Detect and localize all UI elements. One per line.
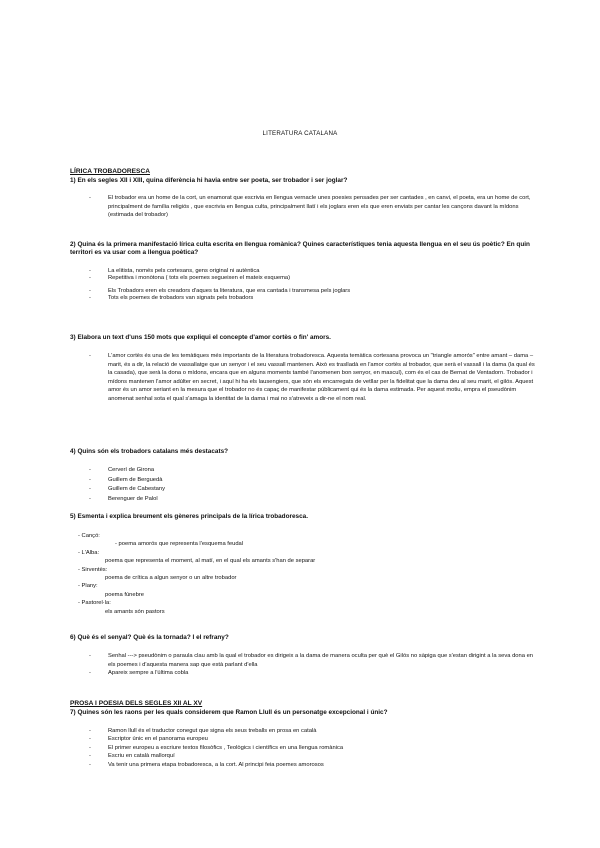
bullet-dash: -	[89, 195, 91, 201]
genre-term: - Pastorel·la:	[78, 600, 111, 607]
list-item: - Repetitiva i monòtona ( tots els poemes segueixen el mateix esquema)	[89, 275, 291, 281]
section-lirica	[70, 168, 540, 185]
genre-term: - Plany:	[78, 583, 98, 590]
question-3: 3) Elabora un text d'uns 150 mots que expliqui el concepte d'amor cortès o fin' amors.	[70, 334, 331, 341]
question-4-block	[70, 448, 540, 456]
section-heading-lirica: LÍRICA TROBADORESCA	[70, 168, 150, 175]
genre-term: - L'Alba:	[78, 549, 100, 556]
section-prosa	[70, 700, 540, 717]
question-2-block	[70, 241, 540, 257]
answer-1	[70, 194, 540, 220]
amor-cortes-paragraph: L'amor cortès és una de les temàtiques més importants de la literatura trobadoresca. Aquesta temàtica cortesana provoca un "triangle amorós" entre amant – dama – marit, és a dir, la relació de vassallatge que un senyor i el seu vassall mantenen. Això es traslladà en l'amor cortès al trobador, que serà el vassall i la dama (la qual és la casada), que serà la dona o mídons, encara que en alguns moments també l'anomenen bon senyor, en mascul), com és el cas de Bernat de Ventadorn. Trobador i mídons mantenen l'amor adúlter en secret, i aquí hi ha els lausengiers, que són els encarregats de vetllar per la fidelitat que la dama deu al seu marit, el gilós. Aquest amor és un amor seriant en la mesura que el trobador no és capaç de manifestar públicament qui és la dama estimada. Per aquest motiu, empra el pseudònim anomenat senhal sota el qual s'amaga la identitat de la dama i mai no s'atreveix a dir-ne el nom real.	[108, 353, 535, 402]
question-6: 6) Què és el senyal? Què és la tornada? I el refrany?	[70, 634, 229, 641]
list-item: - El primer europeu a escriure textos filosòfics , Teològics i científics en una llengua romànica	[89, 744, 344, 751]
answer-7	[70, 727, 540, 769]
list-item: - Escriu en català mallorquí	[89, 753, 175, 760]
question-5: 5) Esmenta i explica breument els gèneres principals de la lírica trobadoresca.	[70, 513, 308, 520]
list-item: - El trobador era un home de la cort, un enamorat que escrivia en llengua vernacle unes poesies pensades per ser cantades , en canvi, el poeta, era un home de cort, principalment de família religiós , que escrivia en llengua culta, principalment llatí i els joglars eren els que eren enviats per cantar les cançons davant la mídons (estimada del trobador)	[89, 195, 531, 219]
list-item: - L'amor cortès és una de les temàtiques més importants de la literatura trobadoresca. Aquesta temàtica cortesana provoca un "triangle amorós" entre amant – dama – marit, és a dir, la relació de vassallatge que un senyor i el seu vassall mantenen. Això es traslladà en l'amor cortès al trobador, que serà el vassall i la dama (la qual és la casada), que serà la dona o mídons, encara que en alguns moments també l'anomenen bon senyor, en mascul), com és el cas de Bernat de Ventadorn. Trobador i mídons mantenen l'amor adúlter en secret, i aquí hi ha els lausengiers, que són els encarregats de vetllar per la fidelitat que la dama deu al seu marit, el gilós. Aquest amor és un amor seriant en la mesura que el trobador no és capaç de manifestar públicament qui és la dama estimada. Per aquest motiu, empra el pseudònim anomenat senhal sota el qual s'amaga la identitat de la dama i mai no s'atreveix a dir-ne el nom real.	[89, 353, 535, 402]
answer-2	[70, 268, 540, 302]
list-item: - Els Trobadors eren els creadors d'aques ta literatura, que era cantada i transmesa pels joglars	[89, 288, 351, 294]
genre-definition: els amants són pastors	[105, 608, 165, 615]
question-5-block	[70, 513, 540, 521]
genre-definition: - poema amorós que representa l'esquema feudal	[115, 541, 244, 548]
question-1: 1) En els segles XII i XIII, quina diferència hi havia entre ser poeta, ser trobador i ser joglar?	[70, 177, 348, 184]
list-item: - Senhal ---> pseudònim o paraula clau amb la qual el trobador es dirigeix a la dama de manera oculta per què el Gilós no sàpiga que s'estan dirigint a la seva dona en els poemes i d'aquesta manera sap que està parlant d'ella	[89, 653, 534, 668]
answer-5	[70, 532, 540, 616]
answer-3	[70, 352, 540, 404]
section-heading-prosa: PROSA I POESIA DELS SEGLES XII AL XV	[70, 700, 203, 707]
answer-4	[70, 466, 540, 504]
genre-term: - Cançó:	[78, 533, 100, 539]
list-item: - Guillem de Cabestany	[89, 486, 166, 492]
genre-definition: poema que representa el moment, al matí, en el qual els amants s'han de separar	[105, 558, 316, 565]
list-item: - Va tenir una primera etapa trobadoresca, a la cort. Al principi feia poemes amorosos	[89, 761, 324, 768]
list-item: - Escriptor únic en el panorama europeu	[89, 736, 208, 743]
question-2: 2) Quina és la primera manifestació lírica culta escrita en llengua romànica? Quines característiques tenia aquesta llengua en el seu ús poètic? En quin territori es va usar com a llengua poètica?	[70, 241, 530, 256]
list-item: - Berenguer de Palol	[89, 495, 158, 502]
list-item: - Apareix sempre a l'última cobla	[89, 670, 189, 677]
list-item: - Ramon llull és el traductor conegut que signa els seus treballs en prosa en català	[89, 728, 317, 734]
list-item: - Tots els poemes de trobadors van signats pels trobadors	[89, 295, 254, 301]
genre-definition: poema fúnebre	[105, 591, 144, 598]
question-4: 4) Quins són els trobadors catalans més destacats?	[70, 448, 229, 455]
genre-term: - Sirventès:	[78, 566, 108, 573]
question-6-block	[70, 634, 540, 642]
document-title: LITERATURA CATALANA	[262, 130, 338, 137]
list-item: - Guillem de Berguedà	[89, 476, 163, 483]
question-7: 7) Quines són les raons per les quals considerem que Ramon Llull és un personatge excepcional i únic?	[70, 709, 388, 716]
list-item: - La elitista, només pels cortesans, gens original ni autèntica	[89, 268, 260, 274]
question-3-block	[70, 334, 540, 342]
list-item: - Cerverí de Girona	[89, 467, 155, 473]
genre-definition: poema de crítica a algun senyor o un altre trobador	[105, 575, 237, 582]
answer-6	[70, 652, 540, 678]
